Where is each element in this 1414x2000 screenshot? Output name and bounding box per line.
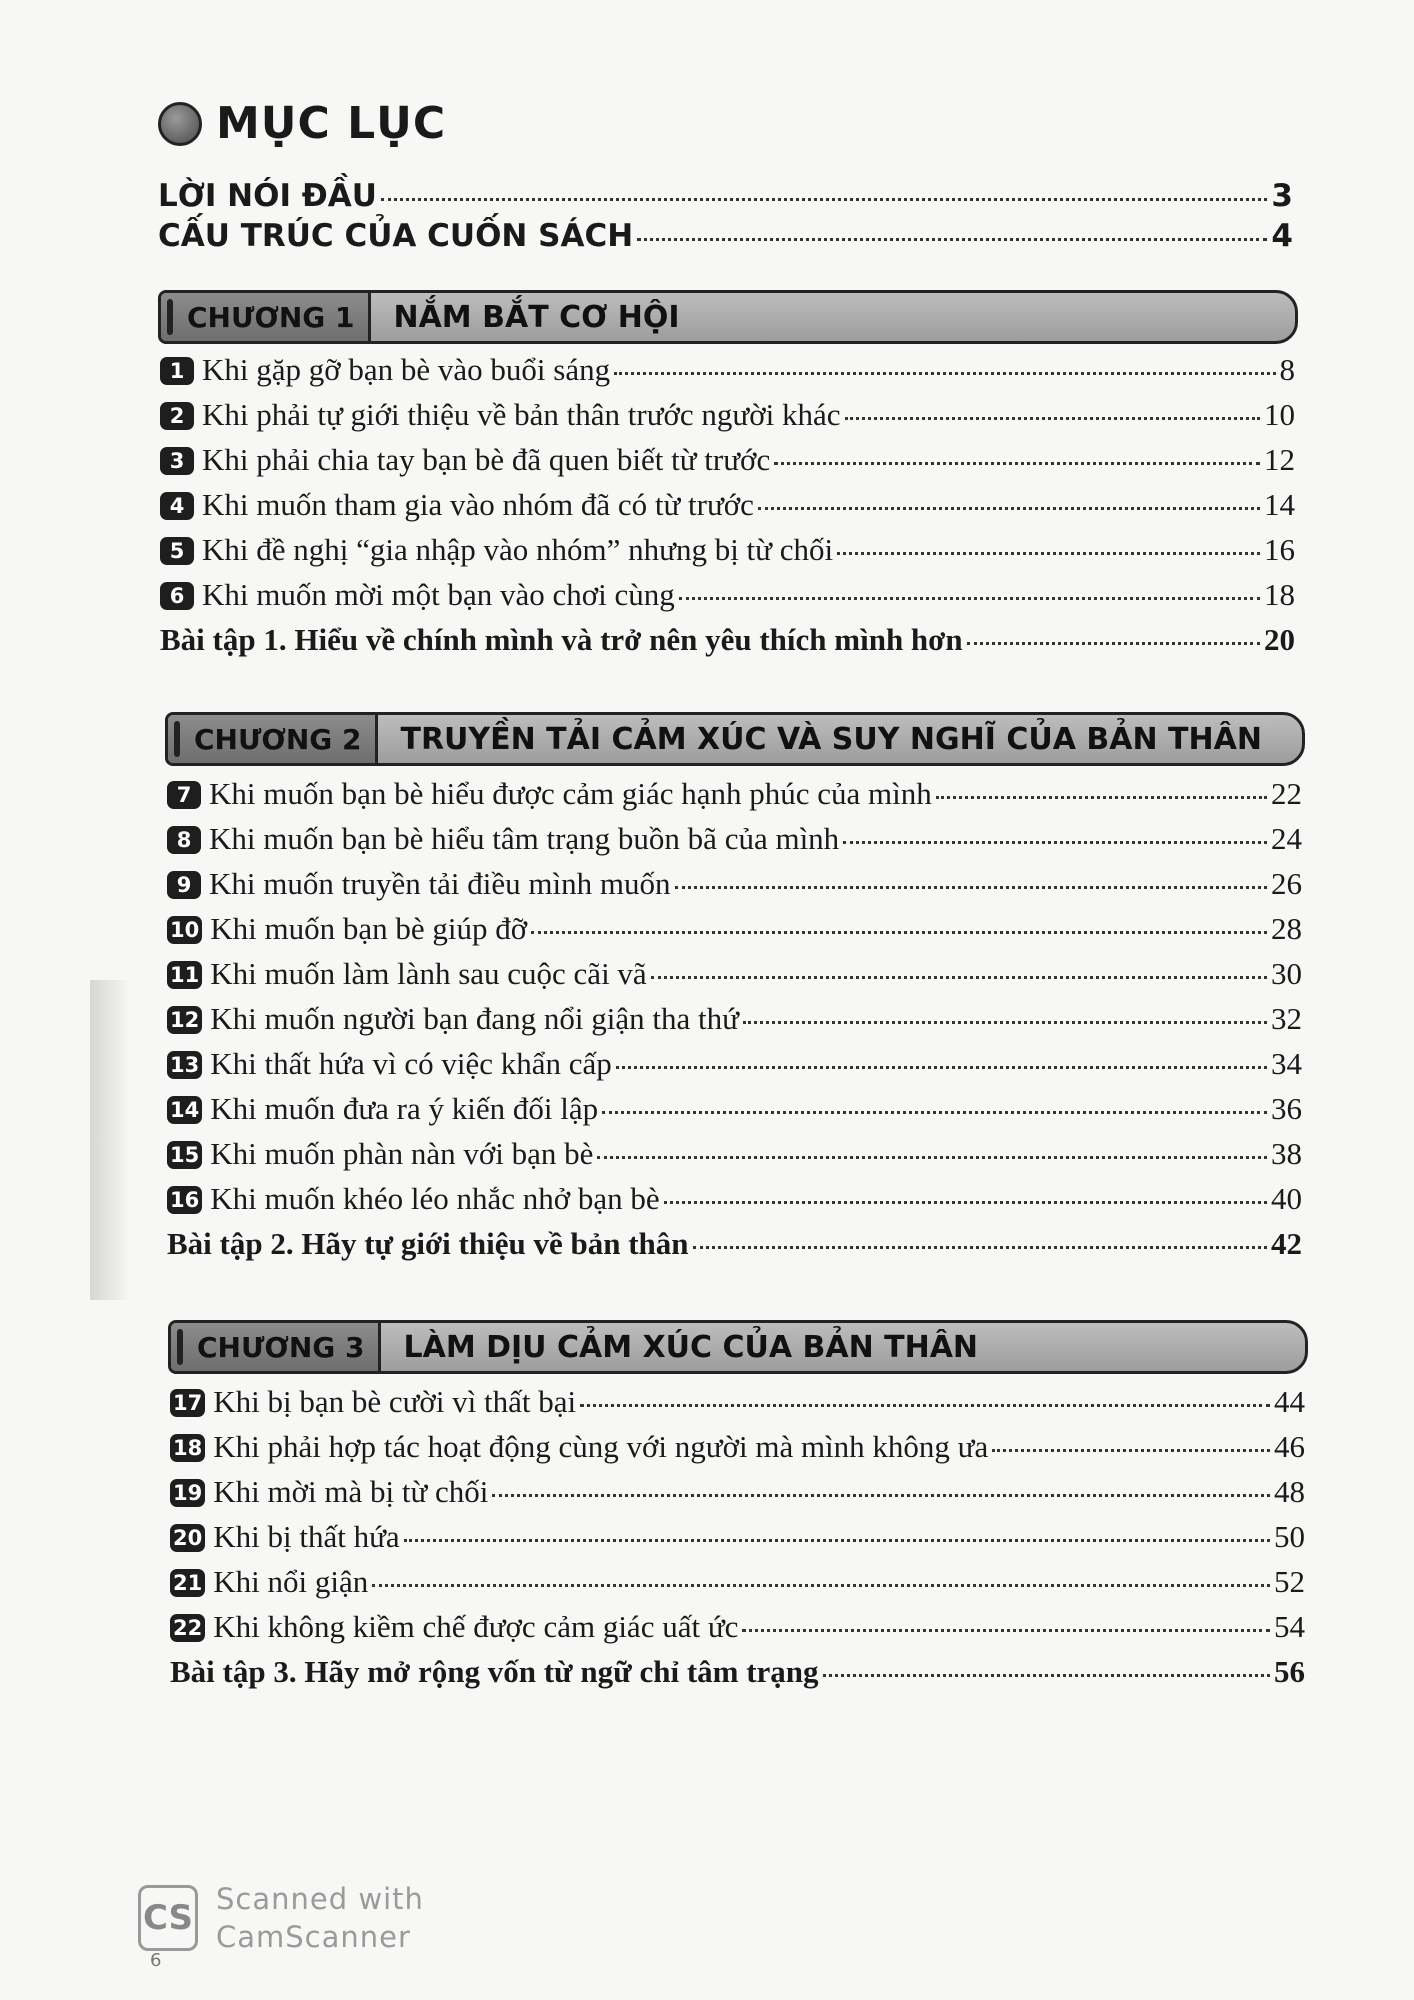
toc-entry[interactable] (170, 1519, 1305, 1564)
entry-page: 56 (1274, 1654, 1305, 1689)
entry-page: 22 (1271, 776, 1302, 811)
chapter-2-header (165, 712, 1305, 766)
entry-page: 54 (1274, 1609, 1305, 1644)
toc-entry[interactable] (167, 1181, 1302, 1226)
dot-leader (602, 1111, 1267, 1114)
toc-entry[interactable] (167, 1046, 1302, 1091)
entry-page: 34 (1271, 1046, 1302, 1081)
entry-page: 30 (1271, 956, 1302, 991)
page-title: MỤC LỤC (216, 98, 447, 149)
toc-exercise-entry[interactable] (160, 622, 1295, 667)
lesson-number-badge: 8 (167, 826, 201, 854)
page-number: 6 (150, 1950, 162, 1971)
front-matter (158, 178, 1293, 258)
dot-leader (381, 198, 1267, 201)
toc-entry[interactable] (160, 352, 1295, 397)
dot-leader (837, 552, 1260, 555)
entry-label: Khi bị thất hứa (213, 1519, 400, 1554)
dot-leader (597, 1156, 1267, 1159)
toc-entry[interactable] (167, 1091, 1302, 1136)
entry-page: 38 (1271, 1136, 1302, 1171)
toc-entry[interactable] (170, 1384, 1305, 1429)
entry-page: 28 (1271, 911, 1302, 946)
entry-label: Khi muốn người bạn đang nổi giận tha thứ (210, 1001, 739, 1036)
toc-entry[interactable] (170, 1564, 1305, 1609)
toc-entry[interactable] (167, 1001, 1302, 1046)
lesson-number-badge: 19 (170, 1479, 205, 1507)
dot-leader (845, 417, 1261, 420)
toc-entry-book-structure[interactable] (158, 218, 1293, 258)
toc-entry[interactable] (160, 532, 1295, 577)
toc-entry[interactable] (170, 1429, 1305, 1474)
entry-page: 52 (1274, 1564, 1305, 1599)
dot-leader (774, 462, 1260, 465)
entry-label: Khi muốn tham gia vào nhóm đã có từ trước (202, 487, 754, 522)
entry-label: Khi muốn làm lành sau cuộc cãi vã (210, 956, 647, 991)
lesson-number-badge: 4 (160, 492, 194, 520)
dot-leader (616, 1066, 1267, 1069)
lesson-number-badge: 3 (160, 447, 194, 475)
toc-entry[interactable] (160, 487, 1295, 532)
dot-leader (967, 642, 1260, 645)
entry-page: 42 (1271, 1226, 1302, 1261)
toc-entry[interactable] (167, 1136, 1302, 1181)
chapter-1-header (158, 290, 1298, 344)
dot-leader (664, 1201, 1267, 1204)
lesson-number-badge: 6 (160, 582, 194, 610)
lesson-number-badge: 2 (160, 402, 194, 430)
lesson-number-badge: 22 (170, 1614, 205, 1642)
lesson-number-badge: 7 (167, 781, 201, 809)
entry-page: 12 (1264, 442, 1295, 477)
entry-page: 26 (1271, 866, 1302, 901)
chapter-title: TRUYỀN TẢI CẢM XÚC VÀ SUY NGHĨ CỦA BẢN THÂN (400, 721, 1262, 757)
entry-page: 14 (1264, 487, 1295, 522)
bullet-circle-icon (158, 102, 202, 146)
entry-label: Khi phải tự giới thiệu về bản thân trước người khác (202, 397, 841, 432)
entry-page: 8 (1279, 352, 1295, 387)
chapter-1-list (160, 352, 1295, 667)
entry-label: Bài tập 1. Hiểu về chính mình và trở nên yêu thích mình hơn (160, 622, 963, 657)
entry-label: Khi muốn truyền tải điều mình muốn (209, 866, 671, 901)
toc-entry[interactable] (167, 911, 1302, 956)
dot-leader (531, 931, 1267, 934)
chapter-tag: CHƯƠNG 1 (161, 293, 371, 341)
lesson-number-badge: 12 (167, 1006, 202, 1034)
lesson-number-badge: 5 (160, 537, 194, 565)
lesson-number-badge: 20 (170, 1524, 205, 1552)
dot-leader (936, 796, 1267, 799)
entry-page: 36 (1271, 1091, 1302, 1126)
watermark-text (216, 1880, 424, 1956)
entry-label: Bài tập 2. Hãy tự giới thiệu về bản thân (167, 1226, 689, 1261)
toc-entry-foreword[interactable] (158, 178, 1293, 218)
entry-label: Khi đề nghị “gia nhập vào nhóm” nhưng bị từ chối (202, 532, 834, 567)
dot-leader (742, 1629, 1270, 1632)
lesson-number-badge: 18 (170, 1434, 205, 1462)
entry-label: Khi không kiềm chế được cảm giác uất ức (213, 1609, 739, 1644)
entry-label: Khi muốn phàn nàn với bạn bè (210, 1136, 594, 1171)
entry-page: 3 (1271, 178, 1293, 214)
dot-leader (743, 1021, 1267, 1024)
entry-label: Khi muốn bạn bè hiểu tâm trạng buồn bã của mình (209, 821, 840, 856)
entry-label: Khi bị bạn bè cười vì thất bại (213, 1384, 577, 1419)
dot-leader (492, 1494, 1270, 1497)
toc-entry[interactable] (160, 397, 1295, 442)
toc-entry[interactable] (170, 1474, 1305, 1519)
dot-leader (992, 1449, 1270, 1452)
entry-label: Khi muốn bạn bè hiểu được cảm giác hạnh phúc của mình (209, 776, 932, 811)
watermark-line-2: CamScanner (216, 1920, 411, 1954)
entry-page: 48 (1274, 1474, 1305, 1509)
chapter-3-header (168, 1320, 1308, 1374)
lesson-number-badge: 15 (167, 1141, 202, 1169)
dot-leader (651, 976, 1267, 979)
toc-entry[interactable] (170, 1609, 1305, 1654)
chapter-tag: CHƯƠNG 2 (168, 715, 378, 763)
entry-label: Khi phải hợp tác hoạt động cùng với người mà mình không ưa (213, 1429, 989, 1464)
dot-leader (372, 1584, 1270, 1587)
entry-label: Bài tập 3. Hãy mở rộng vốn từ ngữ chỉ tâm trạng (170, 1654, 819, 1689)
lesson-number-badge: 14 (167, 1096, 202, 1124)
entry-label: Khi nổi giận (213, 1564, 369, 1599)
camscanner-watermark (138, 1880, 424, 1956)
entry-label: CẤU TRÚC CỦA CUỐN SÁCH (158, 218, 634, 254)
toc-entry[interactable] (160, 577, 1295, 622)
entry-page: 32 (1271, 1001, 1302, 1036)
camscanner-logo-icon: CS (138, 1885, 198, 1951)
lesson-number-badge: 21 (170, 1569, 205, 1597)
entry-page: 46 (1274, 1429, 1305, 1464)
entry-label: Khi gặp gỡ bạn bè vào buổi sáng (202, 352, 611, 387)
entry-label: Khi thất hứa vì có việc khẩn cấp (210, 1046, 612, 1081)
toc-entry[interactable] (167, 821, 1302, 866)
dot-leader (675, 886, 1267, 889)
lesson-number-badge: 9 (167, 871, 201, 899)
chapter-title: NẮM BẮT CƠ HỘI (393, 299, 680, 335)
dot-leader (823, 1674, 1270, 1677)
toc-exercise-entry[interactable] (170, 1654, 1305, 1699)
entry-label: Khi muốn đưa ra ý kiến đối lập (210, 1091, 599, 1126)
toc-entry[interactable] (167, 866, 1302, 911)
entry-label: Khi muốn mời một bạn vào chơi cùng (202, 577, 675, 612)
entry-page: 18 (1264, 577, 1295, 612)
dot-leader (758, 507, 1260, 510)
dot-leader (637, 238, 1267, 241)
lesson-number-badge: 11 (167, 961, 202, 989)
lesson-number-badge: 13 (167, 1051, 202, 1079)
entry-label: Khi muốn khéo léo nhắc nhở bạn bè (210, 1181, 660, 1216)
scan-shadow (90, 980, 130, 1300)
dot-leader (580, 1404, 1270, 1407)
entry-label: Khi mời mà bị từ chối (213, 1474, 489, 1509)
dot-leader (693, 1246, 1267, 1249)
entry-page: 10 (1264, 397, 1295, 432)
lesson-number-badge: 17 (170, 1389, 205, 1417)
entry-label: Khi phải chia tay bạn bè đã quen biết từ trước (202, 442, 771, 477)
entry-label: LỜI NÓI ĐẦU (158, 178, 377, 214)
lesson-number-badge: 10 (167, 916, 202, 944)
lesson-number-badge: 1 (160, 357, 194, 385)
dot-leader (843, 841, 1267, 844)
toc-header (158, 98, 446, 149)
toc-entry[interactable] (167, 956, 1302, 1001)
entry-page: 24 (1271, 821, 1302, 856)
chapter-tag: CHƯƠNG 3 (171, 1323, 381, 1371)
toc-exercise-entry[interactable] (167, 1226, 1302, 1271)
toc-entry[interactable] (160, 442, 1295, 487)
entry-page: 44 (1274, 1384, 1305, 1419)
lesson-number-badge: 16 (167, 1186, 202, 1214)
dot-leader (614, 372, 1275, 375)
watermark-line-1: Scanned with (216, 1882, 424, 1916)
entry-label: Khi muốn bạn bè giúp đỡ (210, 911, 528, 946)
chapter-2-list (167, 776, 1302, 1271)
entry-page: 50 (1274, 1519, 1305, 1554)
chapter-3-list (170, 1384, 1305, 1699)
entry-page: 40 (1271, 1181, 1302, 1216)
entry-page: 16 (1264, 532, 1295, 567)
toc-entry[interactable] (167, 776, 1302, 821)
dot-leader (679, 597, 1260, 600)
dot-leader (404, 1539, 1270, 1542)
entry-page: 20 (1264, 622, 1295, 657)
entry-page: 4 (1271, 218, 1293, 254)
chapter-title: LÀM DỊU CẢM XÚC CỦA BẢN THÂN (403, 1329, 979, 1365)
